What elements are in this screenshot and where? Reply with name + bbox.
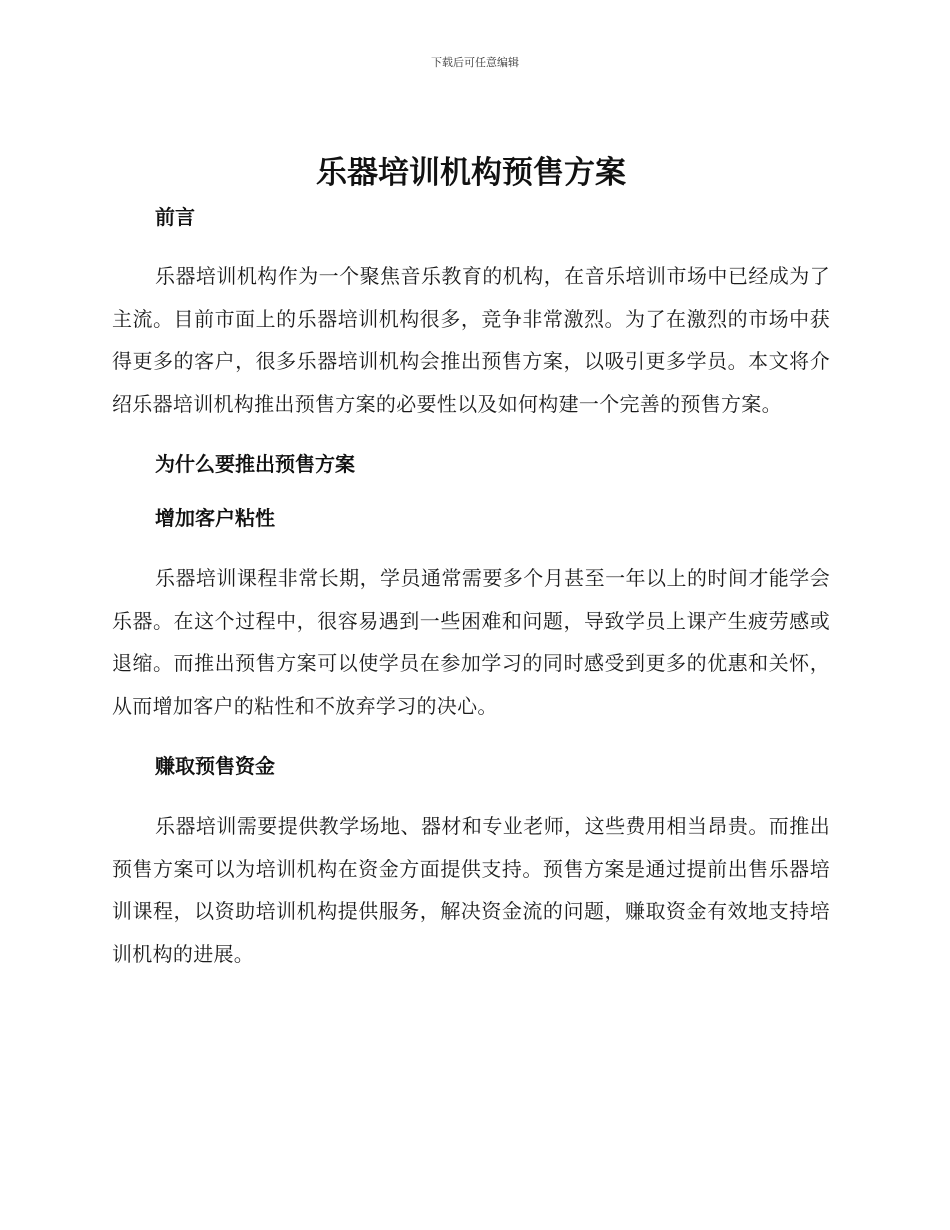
document-title: 乐器培训机构预售方案 [316, 155, 626, 191]
section-paragraph-preface: 乐器培训机构作为一个聚焦音乐教育的机构，在音乐培训市场中已经成为了主流。目前市面上的乐器培训机构很多，竞争非常激烈。为了在激烈的市场中获得更多的客户，很多乐器培训机构会推出预售方案，以吸引更多学员。本文将介绍乐器培训机构推出预售方案的必要性以及如何构建一个完善的预售方案。 [112, 264, 830, 416]
header-note: 下载后可任意编辑 [431, 56, 519, 69]
section-heading-customer-stickiness: 增加客户粘性 [155, 506, 275, 530]
section-heading-preface: 前言 [155, 205, 195, 229]
section-paragraph-presale-funds: 乐器培训需要提供教学场地、器材和专业老师，这些费用相当昂贵。而推出预售方案可以为培训机构在资金方面提供支持。预售方案是通过提前出售乐器培训课程，以资助培训机构提供服务，解决资金流的问题，赚取资金有效地支持培训机构的进展。 [112, 814, 830, 966]
section-heading-presale-funds: 赚取预售资金 [155, 754, 275, 778]
section-heading-why-presale: 为什么要推出预售方案 [155, 452, 355, 476]
document-body [112, 150, 830, 975]
section-paragraph-customer-stickiness: 乐器培训课程非常长期，学员通常需要多个月甚至一年以上的时间才能学会乐器。在这个过程中，很容易遇到一些困难和问题，导致学员上课产生疲劳感或退缩。而推出预售方案可以使学员在参加学习的同时感受到更多的优惠和关怀，从而增加客户的粘性和不放弃学习的决心。 [112, 566, 830, 718]
